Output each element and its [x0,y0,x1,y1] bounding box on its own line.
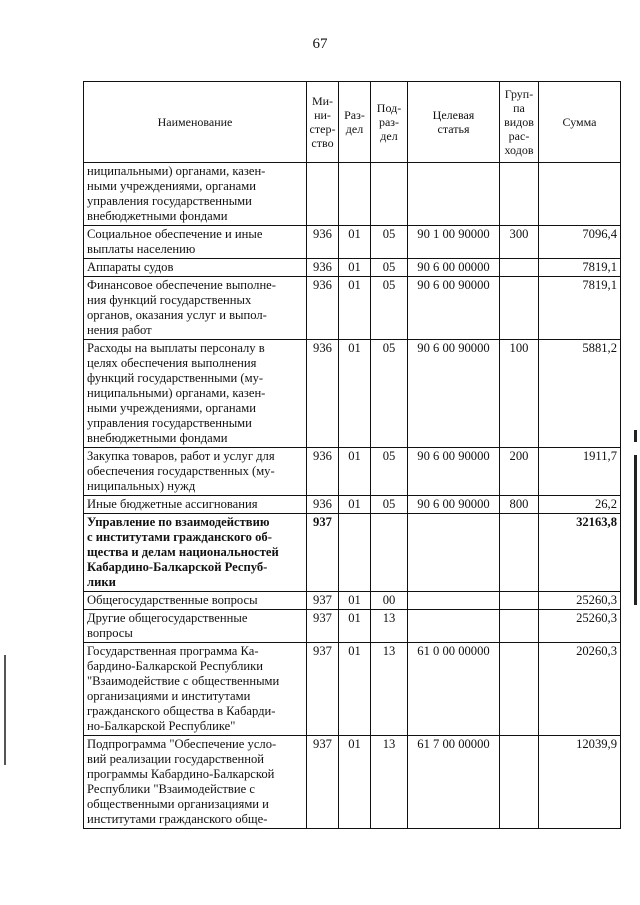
cell-group [500,643,539,736]
cell-name: Подпрограмма "Обеспечение усло- вий реализации государственной программы Кабардино-Балкарской Республики "Взаимодействие с общественными организациями и институтами гражданского обще- [84,736,307,829]
cell-group: 800 [500,496,539,514]
cell-sum: 7819,1 [539,259,621,277]
table-row [84,163,621,226]
cell-group: 100 [500,340,539,448]
table-row [84,277,621,340]
cell-sub [371,163,408,226]
cell-sub [371,514,408,592]
cell-sub: 05 [371,340,408,448]
cell-group [500,736,539,829]
cell-target: 90 6 00 90000 [408,496,500,514]
cell-group [500,610,539,643]
cell-min: 937 [307,610,339,643]
cell-sum: 25260,3 [539,610,621,643]
cell-target: 61 7 00 00000 [408,736,500,829]
header-section: Раз- дел [339,82,371,163]
cell-group [500,592,539,610]
cell-group [500,277,539,340]
cell-name: ниципальными) органами, казен- ными учреждениями, органами управления государственными внебюджетными фондами [84,163,307,226]
table-row [84,736,621,829]
cell-sum: 32163,8 [539,514,621,592]
table-row [84,592,621,610]
cell-min: 936 [307,448,339,496]
cell-sub: 05 [371,496,408,514]
cell-target [408,514,500,592]
cell-sec [339,163,371,226]
table-row [84,514,621,592]
cell-sum: 7819,1 [539,277,621,340]
cell-target: 61 0 00 00000 [408,643,500,736]
cell-group [500,259,539,277]
cell-name: Закупка товаров, работ и услуг для обеспечения государственных (му- ниципальных) нужд [84,448,307,496]
cell-sec: 01 [339,736,371,829]
cell-sum: 20260,3 [539,643,621,736]
cell-group [500,514,539,592]
cell-name: Социальное обеспечение и иные выплаты населению [84,226,307,259]
cell-group: 200 [500,448,539,496]
cell-sub: 00 [371,592,408,610]
table-row [84,610,621,643]
table-row [84,643,621,736]
cell-sec: 01 [339,592,371,610]
cell-target: 90 1 00 90000 [408,226,500,259]
cell-min: 937 [307,592,339,610]
cell-min: 937 [307,736,339,829]
table-row [84,496,621,514]
scan-edge-mark [4,655,6,765]
cell-sum: 7096,4 [539,226,621,259]
cell-min: 937 [307,514,339,592]
cell-target [408,592,500,610]
cell-sub: 13 [371,610,408,643]
cell-min [307,163,339,226]
cell-sum [539,163,621,226]
cell-min: 936 [307,259,339,277]
cell-target: 90 6 00 90000 [408,340,500,448]
cell-sub: 05 [371,448,408,496]
cell-min: 936 [307,226,339,259]
cell-target: 90 6 00 90000 [408,448,500,496]
cell-sub: 05 [371,277,408,340]
cell-sum: 12039,9 [539,736,621,829]
cell-sub: 05 [371,226,408,259]
cell-sec: 01 [339,259,371,277]
cell-name: Общегосударственные вопросы [84,592,307,610]
table-row [84,259,621,277]
table-row [84,340,621,448]
cell-sec: 01 [339,226,371,259]
budget-table [83,81,621,829]
scan-edge-mark [634,455,637,605]
cell-sec: 01 [339,340,371,448]
cell-sum: 25260,3 [539,592,621,610]
cell-sum: 26,2 [539,496,621,514]
table-row [84,226,621,259]
cell-sub: 13 [371,736,408,829]
header-group: Груп- па видов рас- ходов [500,82,539,163]
cell-name: Другие общегосударственные вопросы [84,610,307,643]
cell-sum: 5881,2 [539,340,621,448]
header-sum: Сумма [539,82,621,163]
table-row [84,448,621,496]
cell-target [408,610,500,643]
cell-sec [339,514,371,592]
scan-edge-mark [634,430,637,442]
cell-name: Финансовое обеспечение выполне- ния функций государственных органов, оказания услуг и выпол- нения работ [84,277,307,340]
table-body [84,163,621,829]
cell-name: Аппараты судов [84,259,307,277]
cell-sub: 13 [371,643,408,736]
cell-min: 936 [307,496,339,514]
cell-sec: 01 [339,448,371,496]
cell-name: Иные бюджетные ассигнования [84,496,307,514]
header-target: Целевая статья [408,82,500,163]
cell-min: 937 [307,643,339,736]
cell-sec: 01 [339,277,371,340]
cell-sec: 01 [339,496,371,514]
cell-group [500,163,539,226]
header-subsection: Под- раз- дел [371,82,408,163]
page-number: 67 [312,36,328,52]
table-header-row [84,82,621,163]
cell-name: Государственная программа Ка- бардино-Балкарской Республики "Взаимодействие с общественными организациями и институтами гражданского общества в Кабарди- но-Балкарской Республике" [84,643,307,736]
header-name: Наименование [84,82,307,163]
cell-sec: 01 [339,610,371,643]
cell-target: 90 6 00 90000 [408,277,500,340]
cell-min: 936 [307,340,339,448]
header-ministry: Ми- ни- стер- ство [307,82,339,163]
cell-name: Расходы на выплаты персоналу в целях обеспечения выполнения функций государственными (му- ниципальными) органами, казен- ными учреждениями, органами управления государственными внебюджетными фондами [84,340,307,448]
cell-group: 300 [500,226,539,259]
cell-target: 90 6 00 00000 [408,259,500,277]
cell-sec: 01 [339,643,371,736]
cell-sub: 05 [371,259,408,277]
cell-name: Управление по взаимодействию с институтами гражданского об- щества и делам национальностей Кабардино-Балкарской Респуб- лики [84,514,307,592]
cell-sum: 1911,7 [539,448,621,496]
cell-target [408,163,500,226]
cell-min: 936 [307,277,339,340]
